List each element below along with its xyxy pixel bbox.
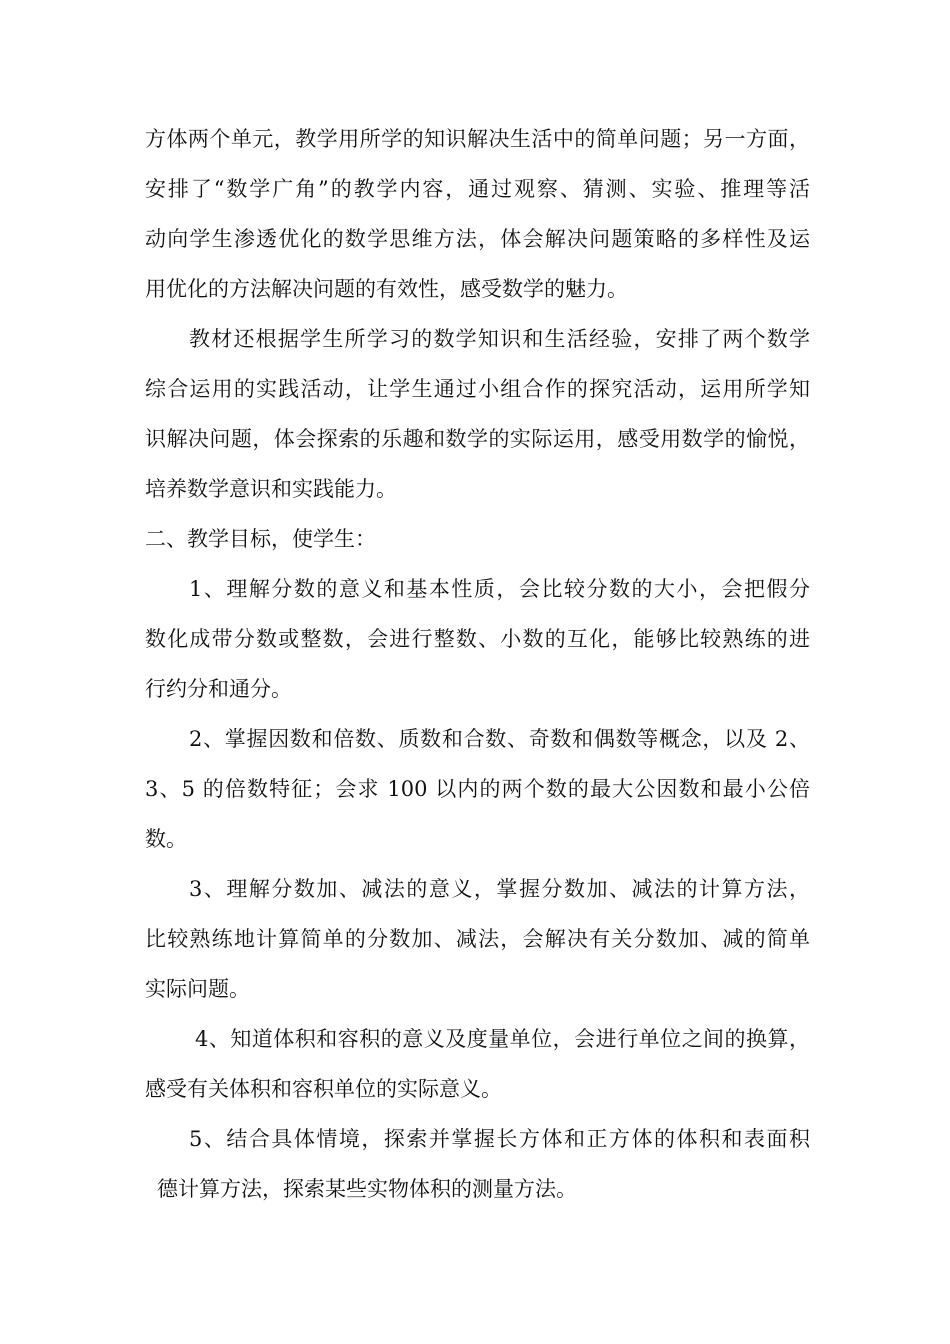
goal-1-line-3: 行约分和通分。 (145, 677, 292, 701)
paragraph-1-line-3: 动向学生渗透优化的数学思维方法，体会解决问题策略的多样性及运 (145, 227, 810, 251)
paragraph-2-line-3: 识解决问题，体会探索的乐趣和数学的实际运用，感受用数学的愉悦， (145, 427, 810, 451)
paragraph-2-line-1: 教材还根据学生所学习的数学知识和生活经验，安排了两个数学 (189, 327, 810, 351)
goal-4-line-2: 感受有关体积和容积单位的实际意义。 (145, 1077, 502, 1101)
goal-3-line-2: 比较熟练地计算简单的分数加、减法，会解决有关分数加、减的简单 (145, 927, 810, 951)
goal-3-line-3: 实际问题。 (145, 977, 250, 1001)
paragraph-1-line-4: 用优化的方法解决问题的有效性，感受数学的魅力。 (145, 277, 628, 301)
goal-2-line-1: 2、掌握因数和倍数、质数和合数、奇数和偶数等概念，以及 2、 (189, 727, 810, 751)
paragraph-2-line-2: 综合运用的实践活动，让学生通过小组合作的探究活动，运用所学知 (145, 377, 810, 401)
paragraph-1-line-1: 方体两个单元，教学用所学的知识解决生活中的简单问题；另一方面， (145, 127, 810, 151)
goal-2-line-2: 3、5 的倍数特征；会求 100 以内的两个数的最大公因数和最小公倍 (145, 777, 810, 801)
paragraph-2-line-4: 培养数学意识和实践能力。 (145, 477, 397, 501)
goal-3-line-1: 3、理解分数加、减法的意义，掌握分数加、减法的计算方法， (189, 877, 810, 901)
goal-1-line-1: 1、理解分数的意义和基本性质，会比较分数的大小，会把假分 (189, 577, 810, 601)
paragraph-1-line-2: 安排了“数学广角”的教学内容，通过观察、猜测、实验、推理等活 (145, 177, 810, 201)
goal-2-line-3: 数。 (145, 827, 187, 851)
goal-5-line-2: 德计算方法，探索某些实物体积的测量方法。 (157, 1177, 577, 1201)
goal-1-line-2: 数化成带分数或整数，会进行整数、小数的互化，能够比较熟练的进 (145, 627, 810, 651)
goal-4-line-1: 4、知道体积和容积的意义及度量单位，会进行单位之间的换算， (195, 1027, 810, 1051)
goal-5-line-1: 5、结合具体情境，探索并掌握长方体和正方体的体积和表面积 (189, 1127, 810, 1151)
section-heading: 二、教学目标，使学生： (145, 527, 376, 551)
